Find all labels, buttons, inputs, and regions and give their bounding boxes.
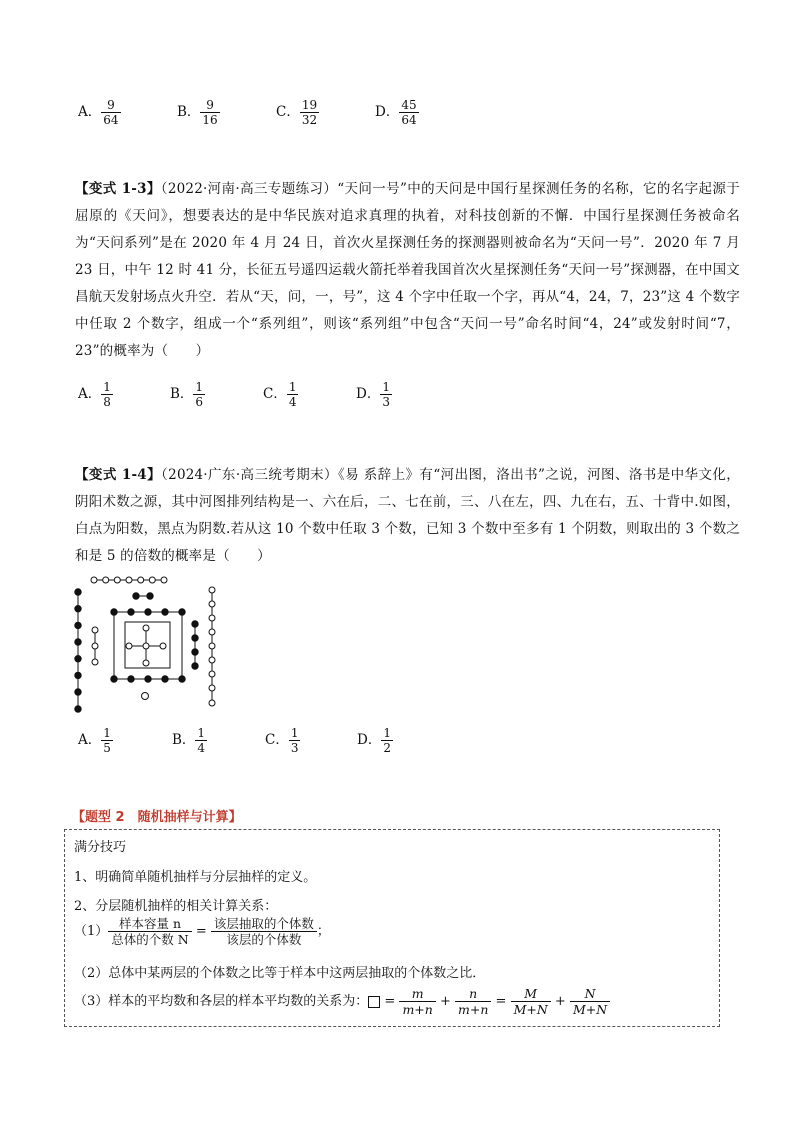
question-text: （2022·河南·高三专题练习）“天问一号”中的天问是中国行星探测任务的名称，它的名字起源于屈原的《天问》，想要表达的是中华民族对追求真理的执着，对科技创新的不懈．中国行星探测任务被命名为“天问系列”是在 2020 年 4 月 24 日，首次火星探测任务的探测器则被命名为“天问一号”．2020 年 7 月 23 日，中午 12 时 41 分，长征五号遥四运载火箭托举着我国首次火星探测任务“天问一号”探测器，在中国文昌航天发射场点火升空．若从“天，问，一，号”，这 4 个字中任取一个字，再从“4，24，7，23”这 4 个数字中任取 2 个数字，组成一个“系列组”，则该“系列组”中包含“天问一号”命名时间“4，24”或发射时间“7，23”的概率为（ ） [75,181,740,359]
tips-line-4: （2）总体中某两层的个体数之比等于样本中这两层抽取的个体数之比． [74,966,486,981]
tips-line-2: 2、分层随机抽样的相关计算关系： [74,899,278,914]
question-1-4 [75,462,740,570]
option-d: D． $\frac{45}{64}$ [375,98,417,127]
question-tag: 【变式 1-3】 [75,181,161,197]
option-a: A． $\frac{1}{5}$ [78,726,111,755]
option-d: D． $\frac{1}{3}$ [356,380,390,409]
option-b: B． $\frac{1}{4}$ [172,726,206,755]
tips-title: 满分技巧 [74,840,127,855]
option-b: B． $\frac{1}{6}$ [170,380,204,409]
question-1-3 [75,176,740,365]
option-b: B． $\frac{9}{16}$ [177,98,218,127]
hetu-diagram-icon [70,572,220,717]
option-d: D． $\frac{1}{2}$ [357,726,391,755]
tips-line-3: （1） 样本容量 n 总体的个数 N = 该层抽取的个体数 该层的个体数 ； [74,916,330,947]
tips-line-5: （3）样本的平均数和各层的样本平均数的关系为： = $\frac{m}{m+n}$ + $\frac{n}{m+n}$ = $\frac{M}{M+N}$ + $\frac{N}{M+N}$ [74,986,610,1017]
option-c: C． $\frac{1}{4}$ [263,380,297,409]
tips-line-1: 1、明确简单随机抽样与分层抽样的定义。 [74,870,317,885]
section-heading: 【题型 2 随机抽样与计算】 [72,810,242,825]
mean-symbol-icon [368,996,380,1008]
question-text: （2024·广东·高三统考期末）《易 系辞上》有“河出图，洛出书”之说，河图、洛书是中华文化，阴阳术数之源，其中河图排列结构是一、六在后，二、七在前，三、八在左，四、九在右，五、十背中.如图，白点为阳数，黑点为阴数.若从这 10 个数中任取 3 个数，已知 3 个数中至多有 1 个阴数，则取出的 3 个数之和是 5 的倍数的概率是（ ） [75,467,740,564]
option-a: A． $\frac{9}{64}$ [78,98,119,127]
option-a: A． $\frac{1}{8}$ [78,380,111,409]
option-c: C． $\frac{19}{32}$ [276,98,318,127]
option-c: C． $\frac{1}{3}$ [265,726,299,755]
question-tag: 【变式 1-4】 [75,467,161,483]
